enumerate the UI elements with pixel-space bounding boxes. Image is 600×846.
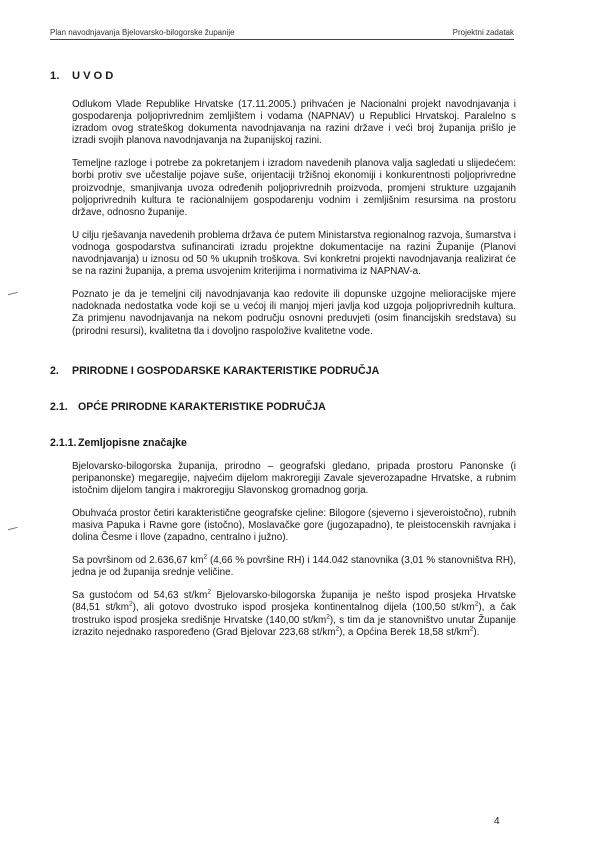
heading-section-2-1-1 [50,437,516,449]
section-zemljopisne-body [50,461,516,639]
page-content [50,70,516,650]
heading-number: 1. [50,70,60,82]
running-header [50,28,514,40]
heading-section-2 [50,365,516,377]
heading-title: Zemljopisne značajke [78,436,187,449]
paragraph-density: Sa gustoćom od 54,63 $st/km^2$ Bjelovarsko-bilogorska županija je nešto ispod prosjeka Hrvatske (84,51 $st/km^2$), ali gotovo dvostruko ispod prosjeka kontinentalnog dijela (100,50 $st/km^2$), a čak trostruko ispod prosjeka središnje Hrvatske (140,00 $st/km^2$), s tim da je stanovništvo unutar Županije izrazito nejednako raspoređeno (Grad Bjelovar 223,68 $st/km^2$), a Općina Berek 18,58 $st/km^2$). [72,589,517,638]
paragraph: Temeljne razloge i potrebe za pokretanjem i izradom navedenih planova valja sagledati u slijedećem: borbi protiv sve učestalije pojave suše, orijentaciji tržišnoj ekonomiji i konkurentnosti poljoprivredne proizvodnje, smanjivanja uvoza određenih poljoprivrednih proizvoda, promjeni strukture uzgajanih poljoprivrednih kultura te racionalnijem gospodarenju vodnim i zemljišnim resursima na prostoru države, odnosno županije. [72,158,516,218]
heading-number: 2. [50,364,59,377]
paragraph: Poznato je da je temeljni cilj navodnjavanja kao redovite ili dopunske uzgojne melioracijske mjere nadoknada nedostatka vode koji se u većoj ili manjoj mjeri javlja kod uzgoja poljoprivrednih kultura. Za primjenu navodnjavanja na nekom području osnovni preduvjeti (osim financijskih sredstava) su (prirodni resursi), kvalitetna tla i dovoljno raspoložive kvalitetne vode. [72,289,516,337]
paragraph: U cilju rješavanja navedenih problema država će putem Ministarstva regionalnog razvoja, šumarstva i vodnoga gospodarstva sufinancirati izradu projektne dokumentacije na razini Županije (Planovi navodnjavanja) u iznosu od 50 % ukupnih troškova. Svi konkretni projekti navodnjavanja realizirat će se na razini županija, a prema usvojenim kriterijima i normativima iz NAPNAV-a. [72,229,516,278]
margin-mark [8,292,18,297]
margin-mark [8,527,18,532]
page-number: 4 [494,816,500,827]
heading-uvod [50,70,516,82]
paragraph: Bjelovarsko-bilogorska županija, prirodno – geografski gledano, pripada prostoru Panonske (i peripanonske) megaregije, najvećim dijelom makroregiji Zavale sjeverozapadne Hrvatske, a rubnim istočnim dijelom tangira i makroregiju Slavonskog gromadnog gorja. [72,460,516,496]
heading-number: 2.1.1. [50,436,77,449]
section-uvod-body [50,99,516,338]
heading-title: UVOD [72,70,117,82]
header-section-label: Projektni zadatak [452,28,514,37]
paragraph: Odlukom Vlade Republike Hrvatske (17.11.2005.) prihvaćen je Nacionalni projekt navodnjavanja i gospodarenja poljoprivrednim zemljištem i vodama (NAPNAV) u Republici Hrvatskoj. Paralelno s izradom ovog strateškog dokumenta navodnjavanja na razini države i veći broj županija prišlo je izradi svojih planova navodnjavanja na županijskoj razini. [72,99,516,147]
heading-title: PRIRODNE I GOSPODARSKE KARAKTERISTIKE PODRUČJA [72,364,380,377]
heading-section-2-1 [50,401,516,413]
paragraph-area-population: Sa površinom od 2.636,67 $km^2$ (4,66 % površine RH) i 144.042 stanovnika (3,01 % stanovništva RH), jedna je od županija srednje veličine. [72,553,516,579]
heading-number: 2.1. [50,400,68,413]
paragraph: Obuhvaća prostor četiri karakteristične geografske cjeline: Bilogore (sjeverno i sjeveroistočno), rubnih masiva Papuka i Ravne gore (istočno), Moslavačke gore (jugozapadno), te pleistocenskih ravnjaka i dolina Česme i Ilove (zapadno, centralno i južno). [72,507,516,544]
heading-title: OPĆE PRIRODNE KARAKTERISTIKE PODRUČJA [78,400,326,413]
header-document-title: Plan navodnjavanja Bjelovarsko-bilogorske županije [50,28,235,37]
